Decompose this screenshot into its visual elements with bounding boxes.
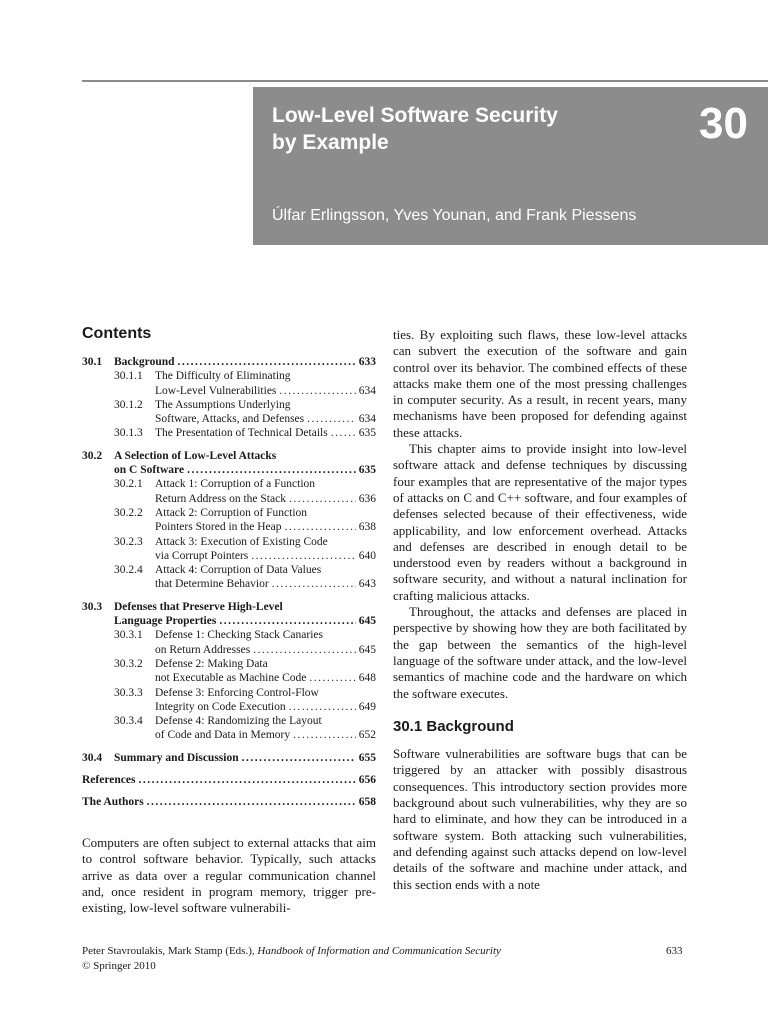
table-of-contents	[82, 355, 376, 810]
toc-title: on Return Addresses	[155, 643, 251, 656]
toc-title: The Presentation of Technical Details	[155, 427, 328, 440]
toc-leader-dots	[219, 614, 355, 628]
paragraph-4: Software vulnerabilities are software bugs that can be triggered by an attacker with possibly disastrous consequences. This introductory section provides more background about such vulnerabilities, why they are so hard to eliminate, and how they can be introduced in a software system. Both attacking such vulnerabilities, and defending against such attacks depend on low-level details of the software and machine under attack, and this section ends with a note	[393, 746, 687, 892]
toc-title: that Determine Behavior	[155, 578, 269, 591]
toc-page-number: 645	[358, 615, 376, 628]
toc-number: 30.1.3	[114, 427, 143, 440]
paragraph-3: Throughout, the attacks and defenses are placed in perspective by showing how they are both facilitated by the gap between the semantics of the high-level language of the software under attack, and the low-level semantics of machine code and the hardware on which the software executes.	[393, 604, 687, 701]
toc-leader-dots	[331, 426, 356, 440]
toc-leader-dots	[178, 355, 356, 369]
toc-leader-dots	[187, 463, 356, 477]
toc-number: 30.3.4	[114, 715, 143, 728]
toc-leader-dots	[251, 549, 355, 563]
toc-number: 30.2.2	[114, 506, 143, 519]
toc-title: Software, Attacks, and Defenses	[155, 413, 305, 426]
toc-title: Defense 4: Randomizing the Layout	[155, 715, 322, 728]
toc-title: Defenses that Preserve High-Level	[114, 600, 283, 613]
toc-entry[interactable]	[82, 686, 376, 715]
toc-entry[interactable]	[82, 426, 376, 440]
toc-title: The Assumptions Underlying	[155, 398, 291, 411]
right-column	[393, 327, 687, 893]
toc-page-number: 635	[358, 464, 376, 477]
toc-title: Attack 1: Corruption of a Function	[155, 478, 316, 491]
toc-page-number: 643	[358, 578, 376, 591]
toc-page-number: 638	[358, 521, 376, 534]
toc-leader-dots	[138, 773, 355, 787]
toc-leader-dots	[253, 643, 356, 657]
toc-title: A Selection of Low-Level Attacks	[114, 449, 277, 462]
toc-title: on C Software	[114, 464, 185, 477]
toc-leader-dots	[279, 384, 355, 398]
toc-entry[interactable]	[82, 714, 376, 743]
toc-entry[interactable]	[82, 369, 376, 398]
toc-leader-dots	[289, 492, 356, 506]
toc-title: Summary and Discussion	[114, 751, 239, 764]
toc-page-number: 652	[358, 729, 376, 742]
toc-page-number: 635	[358, 427, 376, 440]
toc-page-number: 658	[358, 796, 376, 809]
toc-entry[interactable]	[82, 563, 376, 592]
toc-leader-dots	[289, 700, 356, 714]
toc-title: Pointers Stored in the Heap	[155, 521, 282, 534]
footer-copyright: © Springer 2010	[82, 960, 156, 972]
toc-leader-dots	[307, 412, 356, 426]
toc-number: 30.4	[82, 751, 103, 764]
toc-page-number: 645	[358, 643, 376, 656]
toc-entry[interactable]	[82, 355, 376, 369]
chapter-authors: Úlfar Erlingsson, Yves Younan, and Frank Piessens	[272, 207, 637, 224]
intro-paragraph: Computers are often subject to external attacks that aim to control software behavior. Typically, such attacks arrive as data over a regular communication channel and, once resident in program memory, trigger pre-existing, low-level software vulnerabili-	[82, 835, 376, 916]
toc-entry[interactable]	[82, 657, 376, 686]
toc-page-number: 649	[358, 700, 376, 713]
toc-page-number: 634	[358, 413, 376, 426]
toc-leader-dots	[309, 671, 355, 685]
toc-title: Low-Level Vulnerabilities	[155, 384, 277, 397]
paragraph-1: ties. By exploiting such flaws, these low-level attacks can subvert the execution of the software and gain control over its behavior. The combined effects of these attacks make them one of the most pressing challenges in computer security. As a result, in recent years, many mechanisms have been proposed for defending against these attacks.	[393, 327, 687, 440]
toc-entry[interactable]	[82, 628, 376, 657]
toc-title: not Executable as Machine Code	[155, 672, 307, 685]
toc-number: 30.2.4	[114, 564, 143, 577]
toc-title: Defense 1: Checking Stack Canaries	[155, 629, 323, 642]
top-rule	[82, 80, 768, 82]
toc-number: 30.1.2	[114, 398, 143, 411]
toc-entry[interactable]	[82, 773, 376, 787]
toc-entry[interactable]	[82, 795, 376, 809]
page-number: 633	[666, 945, 683, 957]
paragraph-2: This chapter aims to provide insight into low-level software attack and defense techniques by discussing four examples that are representative of the major types of attacks on C and C++ software, and four examples of defenses selected because of their effectiveness, wide applicability, and low enforcement overhead. Attacks and defenses are described in enough detail to be understood even by readers without a background in software security, and without a natural inclination for crafting malicious attacks.	[393, 441, 687, 603]
toc-title: The Authors	[82, 796, 144, 809]
toc-title: Language Properties	[114, 615, 217, 628]
toc-leader-dots	[147, 795, 356, 809]
contents-heading: Contents	[82, 325, 152, 342]
footer-book-title: Handbook of Information and Communication Security	[257, 945, 501, 957]
toc-title: Attack 4: Corruption of Data Values	[155, 564, 322, 577]
toc-entry[interactable]	[82, 535, 376, 564]
toc-title: Attack 2: Corruption of Function	[155, 506, 308, 519]
toc-number: 30.2.3	[114, 535, 143, 548]
toc-title: The Difficulty of Eliminating	[155, 370, 291, 383]
toc-entry[interactable]	[82, 751, 376, 765]
toc-number: 30.1.1	[114, 370, 143, 383]
toc-title: Integrity on Code Execution	[155, 700, 286, 713]
toc-title: Return Address on the Stack	[155, 492, 286, 505]
footer-editors: Peter Stavroulakis, Mark Stamp (Eds.),	[82, 945, 258, 957]
toc-title: Defense 3: Enforcing Control-Flow	[155, 686, 319, 699]
toc-title: Attack 3: Execution of Existing Code	[155, 535, 328, 548]
chapter-title: Low-Level Software Security by Example	[272, 104, 558, 154]
toc-title: References	[82, 774, 136, 787]
section-heading-background: 30.1 Background	[393, 717, 514, 735]
toc-title: of Code and Data in Memory	[155, 729, 291, 742]
toc-number: 30.3.1	[114, 629, 143, 642]
toc-page-number: 655	[358, 751, 376, 764]
toc-page-number: 636	[358, 492, 376, 505]
toc-number: 30.2	[82, 449, 103, 462]
toc-number: 30.3.3	[114, 686, 143, 699]
chapter-number: 30	[699, 99, 748, 148]
toc-number: 30.1	[82, 356, 103, 368]
toc-number: 30.2.1	[114, 478, 143, 491]
toc-entry[interactable]	[82, 600, 376, 629]
toc-title: Defense 2: Making Data	[155, 657, 268, 670]
toc-entry[interactable]	[82, 449, 376, 478]
toc-entry[interactable]	[82, 398, 376, 427]
toc-title: Background	[114, 356, 175, 368]
toc-entry[interactable]	[82, 506, 376, 535]
toc-page-number: 656	[358, 774, 376, 787]
toc-number: 30.3.2	[114, 657, 143, 670]
toc-leader-dots	[272, 577, 356, 591]
chapter-header-box	[253, 87, 768, 245]
toc-page-number: 634	[358, 384, 376, 397]
footer-editors-line	[82, 944, 501, 959]
toc-leader-dots	[293, 728, 356, 742]
toc-page-number: 640	[358, 549, 376, 562]
footer-citation	[82, 944, 501, 974]
toc-leader-dots	[242, 751, 356, 765]
toc-entry[interactable]	[82, 477, 376, 506]
toc-leader-dots	[284, 520, 355, 534]
toc-title: via Corrupt Pointers	[155, 549, 249, 562]
toc-number: 30.3	[82, 600, 103, 613]
toc-page-number: 648	[358, 672, 376, 685]
toc-page-number: 633	[358, 356, 376, 368]
